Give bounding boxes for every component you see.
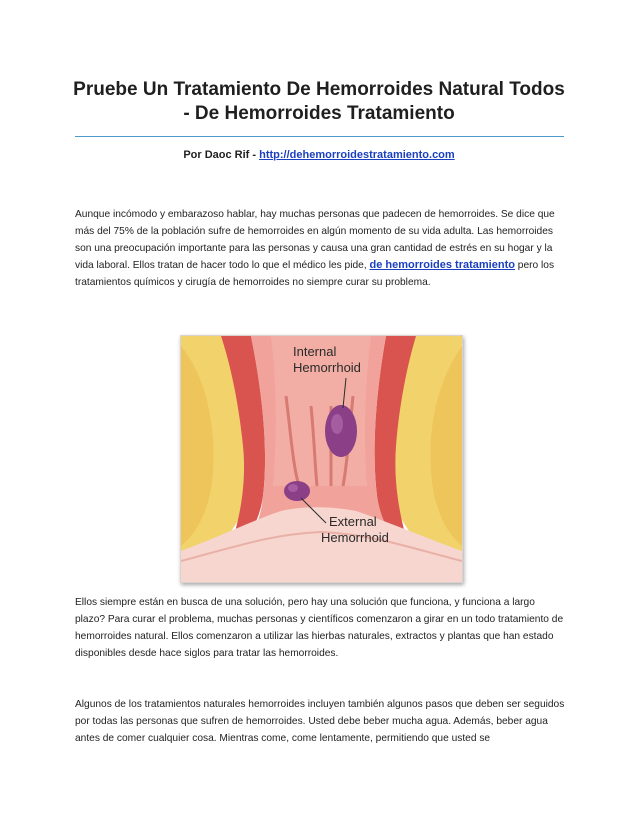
paragraph-intro-text-end: pero los tratamientos químicos y cirugía de hemorroides no siempre curar su problema. (75, 260, 555, 288)
treatment-link[interactable]: de hemorroides tratamiento (369, 259, 515, 271)
title-divider (75, 136, 564, 137)
paragraph-intro-text: Aunque incómodo y embarazoso hablar, hay muchas personas que padecen de hemorroides. Se dice que más del 75% de la población sufre de hemorroides en algún momento de su vida adulta. Las hemorroides son una preocupación importante para las personas y causa una gran cantidad de estrés en su hogar y la vida laboral. Ellos tratan de hacer todo lo que el médico les pide, (75, 209, 555, 271)
label-external-2: Hemorrhoid (321, 530, 389, 545)
page-title (60, 78, 578, 126)
paragraph-solution: Ellos siempre están en busca de una solución, pero hay una solución que funciona, y funciona a largo plazo? Para curar el problema, muchas personas y científicos comenzaron a girar en un todo tratamiento de hemorroides natural. Ellos comenzaron a utilizar las hierbas naturales, extractos y plantas que han estado disponibles desde hace siglos para tratar las hemorroides. (75, 597, 564, 659)
label-internal-1: Internal (293, 344, 337, 359)
label-internal-2: Hemorrhoid (293, 360, 361, 375)
title-line-1: Pruebe Un Tratamiento De Hemorroides Natural Todos (73, 79, 565, 100)
paragraph-natural-treatments: Algunos de los tratamientos naturales hemorroides incluyen también algunos pasos que deben ser seguidos por todas las personas que sufren de hemorroides. Usted debe beber mucha agua. Además, beber agua antes de comer cualquier cosa. Mientras come, come lentamente, permitiendo que usted se (75, 699, 565, 744)
byline-link[interactable]: http://dehemorroidestratamiento.com (259, 149, 455, 161)
title-line-2: - De Hemorroides Tratamiento (183, 103, 455, 124)
label-external-1: External (329, 514, 377, 529)
hemorrhoid-diagram (181, 336, 462, 582)
hemorrhoid-illustration (180, 335, 463, 583)
byline-author: Por Daoc Rif - (183, 149, 257, 161)
byline (0, 149, 638, 161)
paragraph-intro (75, 206, 567, 291)
